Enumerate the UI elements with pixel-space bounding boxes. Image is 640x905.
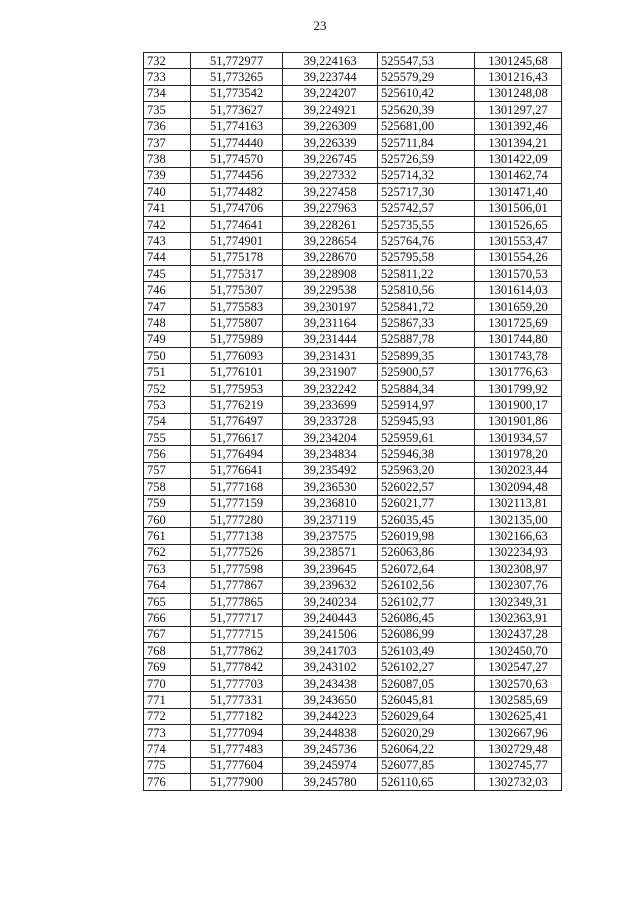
table-row [144, 348, 562, 364]
point-number-cell: 760 [144, 511, 191, 527]
table-row [144, 53, 562, 69]
y-coordinate-cell: 1301725,69 [475, 315, 562, 331]
x-coordinate-cell: 526110,65 [378, 774, 475, 790]
y-coordinate-cell: 1301422,09 [475, 151, 562, 167]
point-number-cell: 761 [144, 528, 191, 544]
longitude-cell: 39,230197 [283, 298, 378, 314]
coordinates-table-body [144, 53, 562, 791]
y-coordinate-cell: 1301776,63 [475, 364, 562, 380]
x-coordinate-cell: 525810,56 [378, 282, 475, 298]
table-row [144, 659, 562, 675]
x-coordinate-cell: 525899,35 [378, 348, 475, 364]
x-coordinate-cell: 526077,85 [378, 757, 475, 773]
table-row [144, 331, 562, 347]
x-coordinate-cell: 525764,76 [378, 233, 475, 249]
point-number-cell: 739 [144, 167, 191, 183]
y-coordinate-cell: 1301506,01 [475, 200, 562, 216]
latitude-cell: 51,777094 [191, 725, 283, 741]
point-number-cell: 733 [144, 69, 191, 85]
point-number-cell: 752 [144, 380, 191, 396]
longitude-cell: 39,223744 [283, 69, 378, 85]
point-number-cell: 759 [144, 495, 191, 511]
y-coordinate-cell: 1302307,76 [475, 577, 562, 593]
latitude-cell: 51,777862 [191, 643, 283, 659]
point-number-cell: 763 [144, 561, 191, 577]
x-coordinate-cell: 526102,56 [378, 577, 475, 593]
latitude-cell: 51,774901 [191, 233, 283, 249]
longitude-cell: 39,241703 [283, 643, 378, 659]
latitude-cell: 51,777900 [191, 774, 283, 790]
y-coordinate-cell: 1302437,28 [475, 626, 562, 642]
y-coordinate-cell: 1301659,20 [475, 298, 562, 314]
point-number-cell: 750 [144, 348, 191, 364]
table-row [144, 495, 562, 511]
longitude-cell: 39,231164 [283, 315, 378, 331]
point-number-cell: 748 [144, 315, 191, 331]
x-coordinate-cell: 526045,81 [378, 692, 475, 708]
longitude-cell: 39,227458 [283, 184, 378, 200]
point-number-cell: 740 [144, 184, 191, 200]
table-row [144, 757, 562, 773]
longitude-cell: 39,240443 [283, 610, 378, 626]
longitude-cell: 39,231431 [283, 348, 378, 364]
point-number-cell: 764 [144, 577, 191, 593]
point-number-cell: 753 [144, 397, 191, 413]
latitude-cell: 51,775317 [191, 266, 283, 282]
x-coordinate-cell: 526022,57 [378, 479, 475, 495]
point-number-cell: 776 [144, 774, 191, 790]
y-coordinate-cell: 1302570,63 [475, 675, 562, 691]
x-coordinate-cell: 526087,05 [378, 675, 475, 691]
longitude-cell: 39,243650 [283, 692, 378, 708]
point-number-cell: 749 [144, 331, 191, 347]
y-coordinate-cell: 1302234,93 [475, 544, 562, 560]
table-row [144, 446, 562, 462]
coordinates-table [143, 52, 562, 791]
y-coordinate-cell: 1301394,21 [475, 134, 562, 150]
point-number-cell: 745 [144, 266, 191, 282]
point-number-cell: 767 [144, 626, 191, 642]
latitude-cell: 51,777717 [191, 610, 283, 626]
longitude-cell: 39,231907 [283, 364, 378, 380]
x-coordinate-cell: 525547,53 [378, 53, 475, 69]
longitude-cell: 39,245736 [283, 741, 378, 757]
table-row [144, 134, 562, 150]
x-coordinate-cell: 526021,77 [378, 495, 475, 511]
latitude-cell: 51,777867 [191, 577, 283, 593]
table-row [144, 364, 562, 380]
longitude-cell: 39,226339 [283, 134, 378, 150]
table-row [144, 200, 562, 216]
latitude-cell: 51,777182 [191, 708, 283, 724]
longitude-cell: 39,236530 [283, 479, 378, 495]
longitude-cell: 39,237575 [283, 528, 378, 544]
y-coordinate-cell: 1301978,20 [475, 446, 562, 462]
table-row [144, 479, 562, 495]
longitude-cell: 39,224207 [283, 85, 378, 101]
latitude-cell: 51,775583 [191, 298, 283, 314]
table-row [144, 593, 562, 609]
point-number-cell: 755 [144, 429, 191, 445]
point-number-cell: 771 [144, 692, 191, 708]
page-number: 23 [313, 18, 327, 33]
longitude-cell: 39,244223 [283, 708, 378, 724]
x-coordinate-cell: 525914,97 [378, 397, 475, 413]
y-coordinate-cell: 1302363,91 [475, 610, 562, 626]
table-row [144, 380, 562, 396]
x-coordinate-cell: 526035,45 [378, 511, 475, 527]
y-coordinate-cell: 1301900,17 [475, 397, 562, 413]
y-coordinate-cell: 1301297,27 [475, 102, 562, 118]
latitude-cell: 51,777280 [191, 511, 283, 527]
latitude-cell: 51,775307 [191, 282, 283, 298]
point-number-cell: 775 [144, 757, 191, 773]
x-coordinate-cell: 526029,64 [378, 708, 475, 724]
x-coordinate-cell: 525681,00 [378, 118, 475, 134]
x-coordinate-cell: 525579,29 [378, 69, 475, 85]
longitude-cell: 39,237119 [283, 511, 378, 527]
latitude-cell: 51,773627 [191, 102, 283, 118]
latitude-cell: 51,776101 [191, 364, 283, 380]
table-row [144, 511, 562, 527]
y-coordinate-cell: 1302023,44 [475, 462, 562, 478]
table-row [144, 233, 562, 249]
y-coordinate-cell: 1302732,03 [475, 774, 562, 790]
y-coordinate-cell: 1302667,96 [475, 725, 562, 741]
longitude-cell: 39,234204 [283, 429, 378, 445]
table-row [144, 298, 562, 314]
latitude-cell: 51,775807 [191, 315, 283, 331]
latitude-cell: 51,774482 [191, 184, 283, 200]
x-coordinate-cell: 525795,58 [378, 249, 475, 265]
table-row [144, 413, 562, 429]
latitude-cell: 51,777703 [191, 675, 283, 691]
latitude-cell: 51,776497 [191, 413, 283, 429]
table-row [144, 774, 562, 790]
y-coordinate-cell: 1301245,68 [475, 53, 562, 69]
longitude-cell: 39,227963 [283, 200, 378, 216]
table-row [144, 118, 562, 134]
point-number-cell: 738 [144, 151, 191, 167]
latitude-cell: 51,777715 [191, 626, 283, 642]
point-number-cell: 757 [144, 462, 191, 478]
y-coordinate-cell: 1302094,48 [475, 479, 562, 495]
table-row [144, 184, 562, 200]
x-coordinate-cell: 525735,55 [378, 216, 475, 232]
longitude-cell: 39,233728 [283, 413, 378, 429]
point-number-cell: 751 [144, 364, 191, 380]
y-coordinate-cell: 1301471,40 [475, 184, 562, 200]
x-coordinate-cell: 525884,34 [378, 380, 475, 396]
x-coordinate-cell: 526020,29 [378, 725, 475, 741]
point-number-cell: 768 [144, 643, 191, 659]
table-row [144, 610, 562, 626]
table-row [144, 544, 562, 560]
latitude-cell: 51,777865 [191, 593, 283, 609]
latitude-cell: 51,776093 [191, 348, 283, 364]
x-coordinate-cell: 525742,57 [378, 200, 475, 216]
y-coordinate-cell: 1302625,41 [475, 708, 562, 724]
y-coordinate-cell: 1302135,00 [475, 511, 562, 527]
longitude-cell: 39,245780 [283, 774, 378, 790]
x-coordinate-cell: 525900,57 [378, 364, 475, 380]
y-coordinate-cell: 1301901,86 [475, 413, 562, 429]
longitude-cell: 39,232242 [283, 380, 378, 396]
y-coordinate-cell: 1301462,74 [475, 167, 562, 183]
x-coordinate-cell: 525963,20 [378, 462, 475, 478]
x-coordinate-cell: 526086,45 [378, 610, 475, 626]
y-coordinate-cell: 1302585,69 [475, 692, 562, 708]
point-number-cell: 754 [144, 413, 191, 429]
table-row [144, 725, 562, 741]
x-coordinate-cell: 526064,22 [378, 741, 475, 757]
x-coordinate-cell: 525841,72 [378, 298, 475, 314]
table-row [144, 249, 562, 265]
latitude-cell: 51,774570 [191, 151, 283, 167]
latitude-cell: 51,774706 [191, 200, 283, 216]
x-coordinate-cell: 525867,33 [378, 315, 475, 331]
longitude-cell: 39,228261 [283, 216, 378, 232]
table-row [144, 577, 562, 593]
x-coordinate-cell: 525945,93 [378, 413, 475, 429]
longitude-cell: 39,243102 [283, 659, 378, 675]
longitude-cell: 39,228670 [283, 249, 378, 265]
latitude-cell: 51,776219 [191, 397, 283, 413]
point-number-cell: 737 [144, 134, 191, 150]
y-coordinate-cell: 1301799,92 [475, 380, 562, 396]
longitude-cell: 39,227332 [283, 167, 378, 183]
y-coordinate-cell: 1301744,80 [475, 331, 562, 347]
longitude-cell: 39,226745 [283, 151, 378, 167]
x-coordinate-cell: 525714,32 [378, 167, 475, 183]
table-row [144, 167, 562, 183]
point-number-cell: 743 [144, 233, 191, 249]
x-coordinate-cell: 525811,22 [378, 266, 475, 282]
point-number-cell: 774 [144, 741, 191, 757]
point-number-cell: 734 [144, 85, 191, 101]
point-number-cell: 742 [144, 216, 191, 232]
latitude-cell: 51,774641 [191, 216, 283, 232]
point-number-cell: 758 [144, 479, 191, 495]
y-coordinate-cell: 1301554,26 [475, 249, 562, 265]
latitude-cell: 51,775953 [191, 380, 283, 396]
y-coordinate-cell: 1301743,78 [475, 348, 562, 364]
latitude-cell: 51,777168 [191, 479, 283, 495]
point-number-cell: 766 [144, 610, 191, 626]
longitude-cell: 39,239632 [283, 577, 378, 593]
latitude-cell: 51,777331 [191, 692, 283, 708]
table-row [144, 216, 562, 232]
y-coordinate-cell: 1302450,70 [475, 643, 562, 659]
y-coordinate-cell: 1301526,65 [475, 216, 562, 232]
table-row [144, 692, 562, 708]
x-coordinate-cell: 525946,38 [378, 446, 475, 462]
longitude-cell: 39,240234 [283, 593, 378, 609]
latitude-cell: 51,777483 [191, 741, 283, 757]
latitude-cell: 51,777604 [191, 757, 283, 773]
longitude-cell: 39,245974 [283, 757, 378, 773]
point-number-cell: 770 [144, 675, 191, 691]
point-number-cell: 747 [144, 298, 191, 314]
table-row [144, 266, 562, 282]
latitude-cell: 51,777159 [191, 495, 283, 511]
point-number-cell: 746 [144, 282, 191, 298]
x-coordinate-cell: 526063,86 [378, 544, 475, 560]
x-coordinate-cell: 526019,98 [378, 528, 475, 544]
point-number-cell: 741 [144, 200, 191, 216]
longitude-cell: 39,235492 [283, 462, 378, 478]
y-coordinate-cell: 1301248,08 [475, 85, 562, 101]
y-coordinate-cell: 1302729,48 [475, 741, 562, 757]
longitude-cell: 39,224163 [283, 53, 378, 69]
longitude-cell: 39,244838 [283, 725, 378, 741]
y-coordinate-cell: 1301570,53 [475, 266, 562, 282]
latitude-cell: 51,775178 [191, 249, 283, 265]
latitude-cell: 51,773542 [191, 85, 283, 101]
table-row [144, 429, 562, 445]
latitude-cell: 51,776617 [191, 429, 283, 445]
y-coordinate-cell: 1301392,46 [475, 118, 562, 134]
point-number-cell: 772 [144, 708, 191, 724]
table-row [144, 85, 562, 101]
latitude-cell: 51,772977 [191, 53, 283, 69]
latitude-cell: 51,776494 [191, 446, 283, 462]
y-coordinate-cell: 1301216,43 [475, 69, 562, 85]
y-coordinate-cell: 1302308,97 [475, 561, 562, 577]
longitude-cell: 39,239645 [283, 561, 378, 577]
longitude-cell: 39,243438 [283, 675, 378, 691]
table-row [144, 151, 562, 167]
table-row [144, 675, 562, 691]
longitude-cell: 39,236810 [283, 495, 378, 511]
x-coordinate-cell: 525620,39 [378, 102, 475, 118]
table-row [144, 626, 562, 642]
x-coordinate-cell: 526102,27 [378, 659, 475, 675]
point-number-cell: 765 [144, 593, 191, 609]
longitude-cell: 39,226309 [283, 118, 378, 134]
x-coordinate-cell: 525726,59 [378, 151, 475, 167]
latitude-cell: 51,777598 [191, 561, 283, 577]
point-number-cell: 735 [144, 102, 191, 118]
x-coordinate-cell: 525717,30 [378, 184, 475, 200]
table-row [144, 561, 562, 577]
longitude-cell: 39,228654 [283, 233, 378, 249]
y-coordinate-cell: 1302349,31 [475, 593, 562, 609]
table-row [144, 708, 562, 724]
latitude-cell: 51,773265 [191, 69, 283, 85]
y-coordinate-cell: 1302113,81 [475, 495, 562, 511]
longitude-cell: 39,241506 [283, 626, 378, 642]
longitude-cell: 39,238571 [283, 544, 378, 560]
latitude-cell: 51,777526 [191, 544, 283, 560]
x-coordinate-cell: 525610,42 [378, 85, 475, 101]
point-number-cell: 756 [144, 446, 191, 462]
point-number-cell: 773 [144, 725, 191, 741]
y-coordinate-cell: 1302166,63 [475, 528, 562, 544]
point-number-cell: 732 [144, 53, 191, 69]
latitude-cell: 51,777842 [191, 659, 283, 675]
x-coordinate-cell: 526086,99 [378, 626, 475, 642]
latitude-cell: 51,776641 [191, 462, 283, 478]
table-row [144, 282, 562, 298]
x-coordinate-cell: 525711,84 [378, 134, 475, 150]
table-row [144, 102, 562, 118]
point-number-cell: 736 [144, 118, 191, 134]
y-coordinate-cell: 1301614,03 [475, 282, 562, 298]
table-row [144, 462, 562, 478]
latitude-cell: 51,774440 [191, 134, 283, 150]
point-number-cell: 762 [144, 544, 191, 560]
table-row [144, 643, 562, 659]
table-row [144, 741, 562, 757]
longitude-cell: 39,231444 [283, 331, 378, 347]
latitude-cell: 51,774456 [191, 167, 283, 183]
point-number-cell: 769 [144, 659, 191, 675]
x-coordinate-cell: 526102,77 [378, 593, 475, 609]
table-row [144, 315, 562, 331]
x-coordinate-cell: 526103,49 [378, 643, 475, 659]
x-coordinate-cell: 525959,61 [378, 429, 475, 445]
point-number-cell: 744 [144, 249, 191, 265]
table-row [144, 528, 562, 544]
longitude-cell: 39,224921 [283, 102, 378, 118]
table-row [144, 69, 562, 85]
latitude-cell: 51,775989 [191, 331, 283, 347]
y-coordinate-cell: 1302745,77 [475, 757, 562, 773]
longitude-cell: 39,228908 [283, 266, 378, 282]
y-coordinate-cell: 1301553,47 [475, 233, 562, 249]
longitude-cell: 39,229538 [283, 282, 378, 298]
x-coordinate-cell: 525887,78 [378, 331, 475, 347]
latitude-cell: 51,777138 [191, 528, 283, 544]
table-row [144, 397, 562, 413]
longitude-cell: 39,234834 [283, 446, 378, 462]
y-coordinate-cell: 1302547,27 [475, 659, 562, 675]
latitude-cell: 51,774163 [191, 118, 283, 134]
longitude-cell: 39,233699 [283, 397, 378, 413]
x-coordinate-cell: 526072,64 [378, 561, 475, 577]
y-coordinate-cell: 1301934,57 [475, 429, 562, 445]
